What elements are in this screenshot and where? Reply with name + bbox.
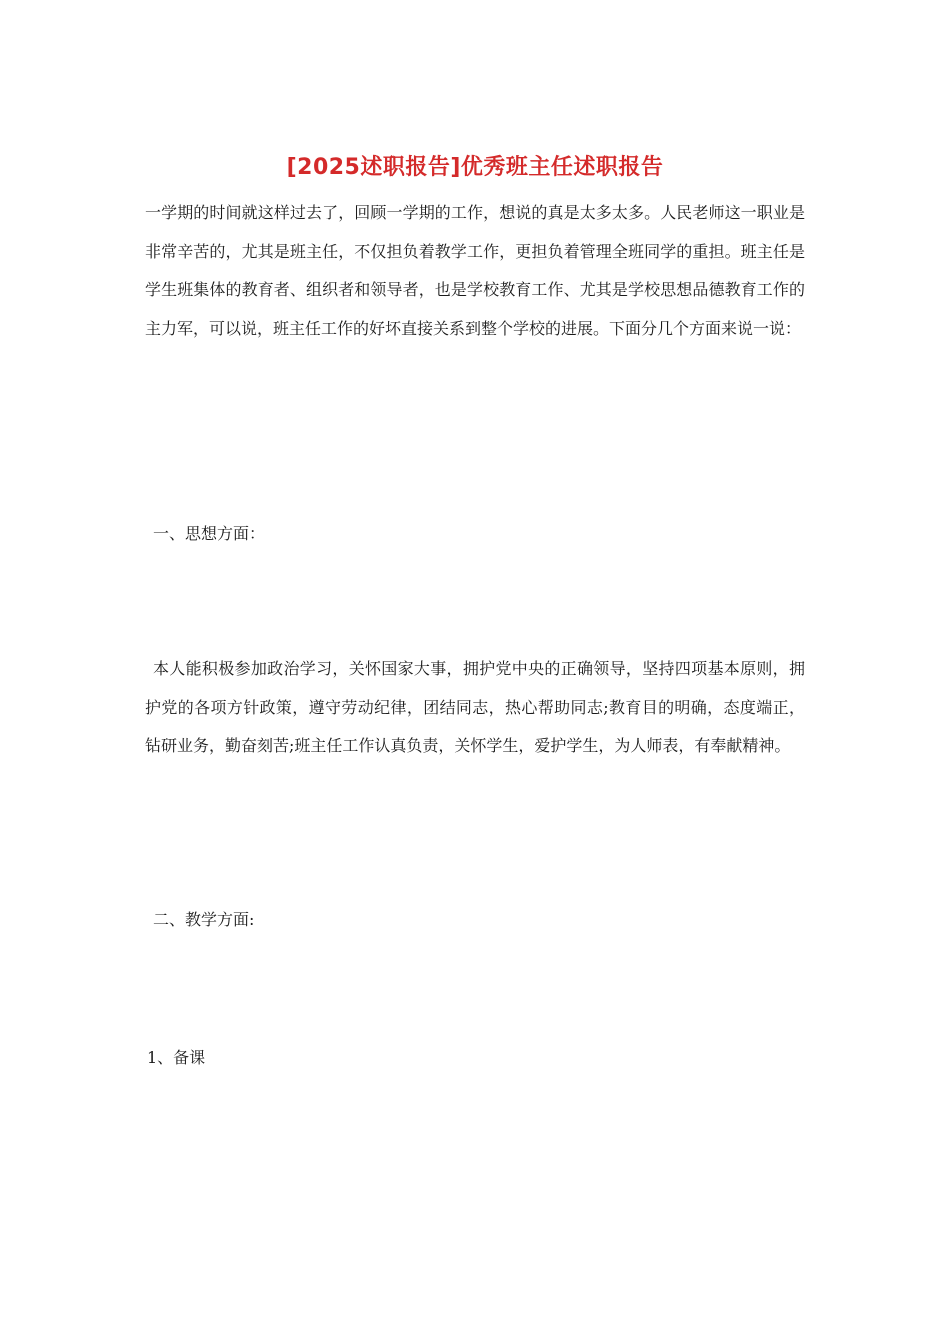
- section-heading-thought: 一、思想方面：: [153, 524, 266, 543]
- subsection-heading-lesson-prep: 1、备课: [147, 1048, 206, 1067]
- document-title: [2025述职报告]优秀班主任述职报告: [286, 155, 664, 180]
- intro-paragraph: 一学期的时间就这样过去了，回顾一学期的工作，想说的真是太多太多。人民老师这一职业是非常辛苦的，尤其是班主任，不仅担负着教学工作，更担负着管理全班同学的重担。班主任是学生班集体的教育者、组织者和领导者，也是学校教育工作、尤其是学校思想品德教育工作的主力军，可以说，班主任工作的好坏直接关系到整个学校的进展。下面分几个方面来说一说：: [145, 203, 805, 338]
- section-heading-teaching: 二、教学方面:: [153, 910, 255, 929]
- section-paragraph-thought: 本人能积极参加政治学习，关怀国家大事，拥护党中央的正确领导，坚持四项基本原则，拥护党的各项方针政策，遵守劳动纪律，团结同志，热心帮助同志;教育目的明确，态度端正，钻研业务，勤奋刻苦;班主任工作认真负责，关怀学生，爱护学生，为人师表，有奉献精神。: [145, 659, 805, 755]
